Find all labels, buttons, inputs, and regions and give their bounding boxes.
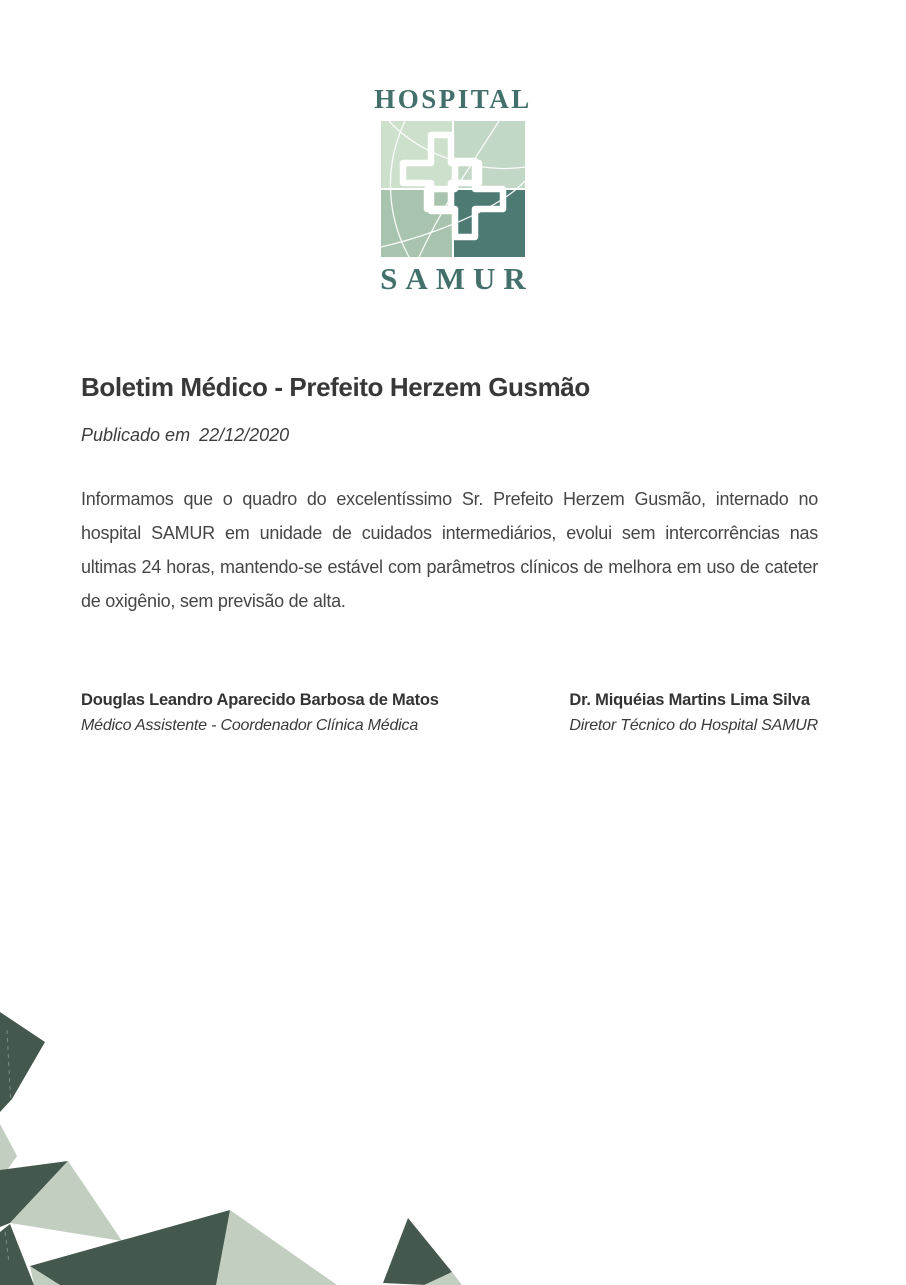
decor-triangle-dark: [0, 1012, 45, 1112]
signatory-role: Médico Assistente - Coordenador Clínica Médica: [81, 717, 419, 734]
logo-hospital-text: HOSPITAL: [374, 84, 532, 114]
signatory-name: Dr. Miquéias Martins Lima Silva: [569, 691, 810, 709]
signature-block-left: [81, 691, 439, 735]
logo-square-bottom-right: [454, 190, 525, 257]
published-date: 22/12/2020: [199, 425, 290, 445]
hospital-cross-logo-icon: [381, 121, 525, 257]
bulletin-body-paragraph: Informamos que o quadro do excelentíssimo Sr. Prefeito Herzem Gusmão, internado no hospital SAMUR em unidade de cuidados intermediários, evolui sem intercorrências nas ultimas 24 horas, mantendo-se estável com parâmetros clínicos de melhora em uso de cateter de oxigênio, sem previsão de alta.: [81, 489, 818, 611]
hospital-samur-logo: [0, 84, 906, 297]
signatory-role: Diretor Técnico do Hospital SAMUR: [569, 717, 818, 734]
logo-square-top-right: [454, 121, 525, 188]
bulletin-title: Boletim Médico - Prefeito Herzem Gusmão: [81, 372, 590, 402]
signatory-name: Douglas Leandro Aparecido Barbosa de Matos: [81, 691, 439, 709]
logo-square-top-left: [381, 121, 452, 188]
signature-section: [81, 691, 818, 735]
decor-triangle-dark: [383, 1218, 452, 1285]
published-line: [81, 425, 289, 446]
signature-block-right: [569, 691, 818, 735]
corner-triangles-decoration: [0, 1000, 906, 1285]
decor-triangle-light: [216, 1210, 337, 1285]
logo-samur-text: SAMUR: [380, 261, 534, 296]
published-label: Publicado em: [81, 425, 191, 445]
